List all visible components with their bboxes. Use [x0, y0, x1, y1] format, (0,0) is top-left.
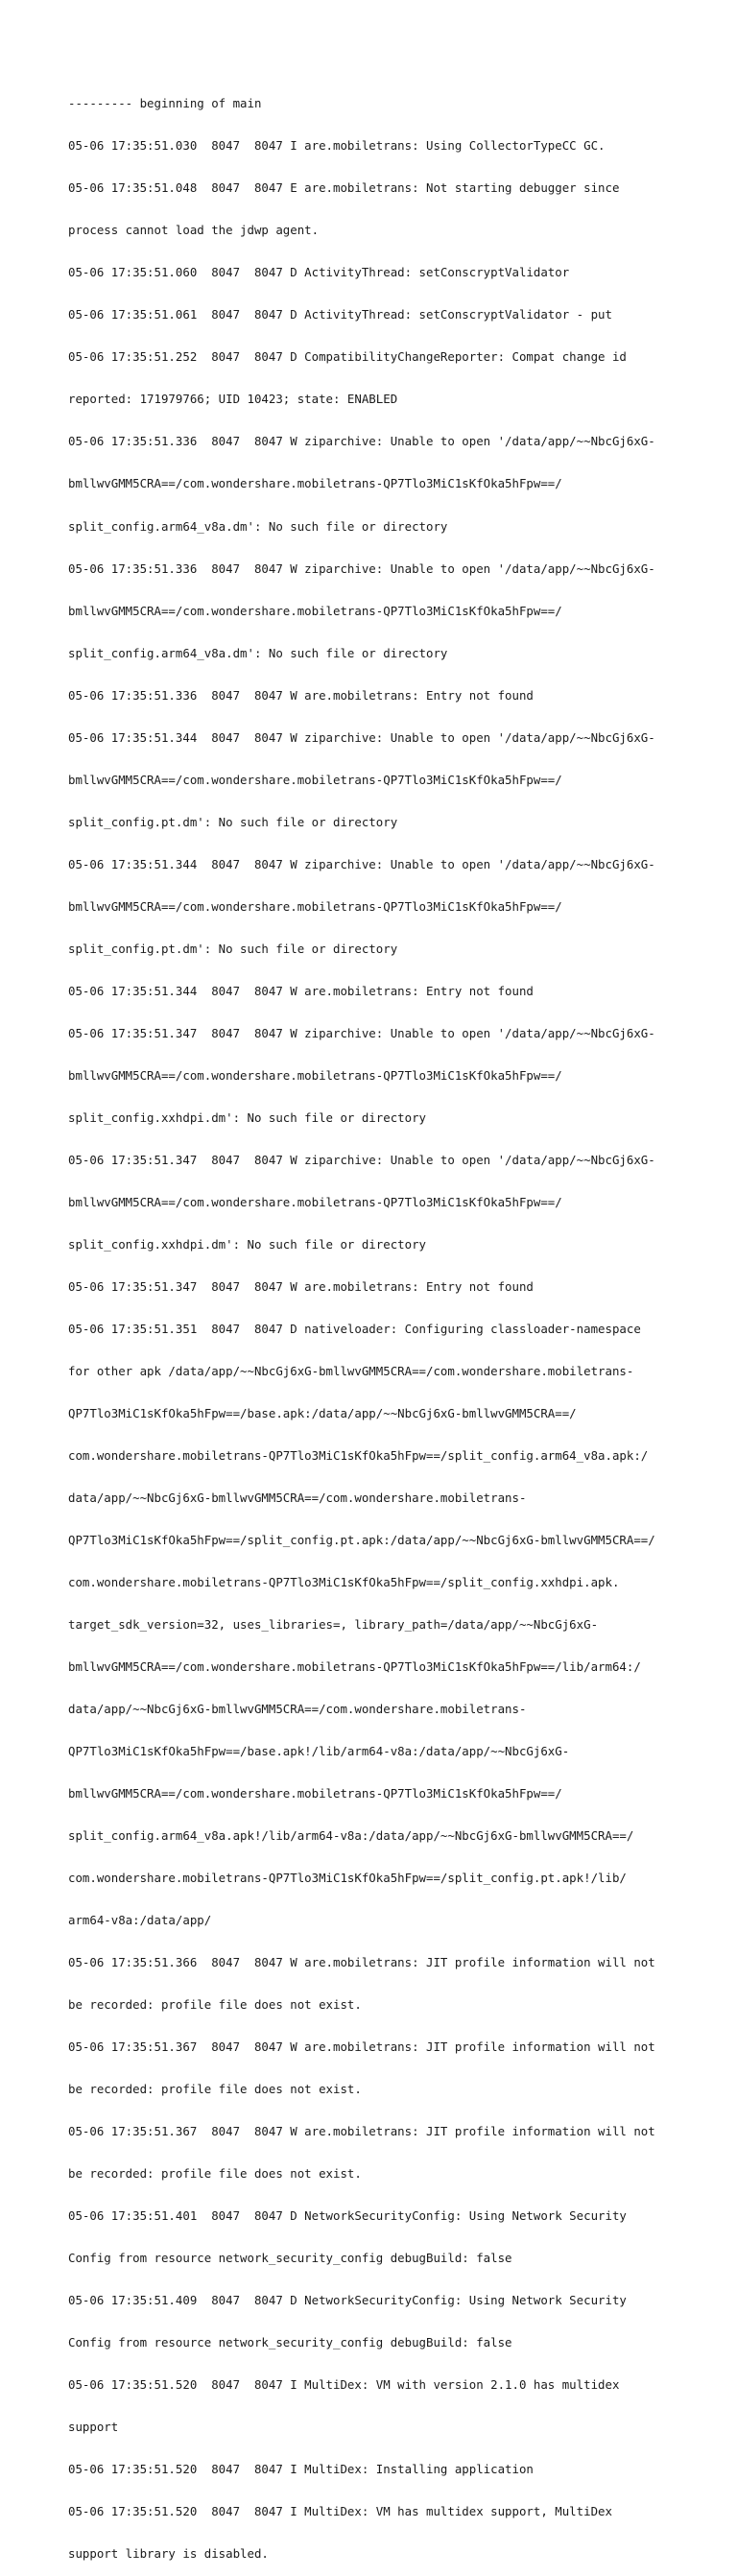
- log-line: 05-06 17:35:51.061 8047 8047 D ActivityThread: setConscryptValidator - put: [68, 307, 612, 322]
- log-line: split_config.pt.dm': No such file or directory: [68, 941, 398, 956]
- log-line: for other apk /data/app/~~NbcGj6xG-bmllwvGMM5CRA==/com.wondershare.mobiletrans-: [68, 1363, 634, 1378]
- log-line: bmllwvGMM5CRA==/com.wondershare.mobiletrans-QP7Tlo3MiC1sKfOka5hFpw==/: [68, 772, 562, 787]
- log-line: 05-06 17:35:51.060 8047 8047 D ActivityThread: setConscryptValidator: [68, 265, 570, 280]
- log-line: support: [68, 2420, 119, 2435]
- log-line: Config from resource network_security_config debugBuild: false: [68, 2251, 512, 2266]
- log-line: support library is disabled.: [68, 2546, 269, 2562]
- log-line: 05-06 17:35:51.520 8047 8047 I MultiDex: Installing application: [68, 2462, 534, 2477]
- log-line: bmllwvGMM5CRA==/com.wondershare.mobiletrans-QP7Tlo3MiC1sKfOka5hFpw==/: [68, 476, 562, 491]
- log-line: process cannot load the jdwp agent.: [68, 223, 320, 238]
- log-line: 05-06 17:35:51.367 8047 8047 W are.mobiletrans: JIT profile information will not: [68, 2124, 655, 2139]
- log-line: bmllwvGMM5CRA==/com.wondershare.mobiletrans-QP7Tlo3MiC1sKfOka5hFpw==/: [68, 603, 562, 618]
- log-line: 05-06 17:35:51.367 8047 8047 W are.mobiletrans: JIT profile information will not: [68, 2039, 655, 2055]
- log-line: 05-06 17:35:51.030 8047 8047 I are.mobiletrans: Using CollectorTypeCC GC.: [68, 138, 606, 154]
- log-line: bmllwvGMM5CRA==/com.wondershare.mobiletrans-QP7Tlo3MiC1sKfOka5hFpw==/: [68, 1067, 562, 1083]
- log-line: 05-06 17:35:51.336 8047 8047 W ziparchive: Unable to open '/data/app/~~NbcGj6xG-: [68, 434, 655, 449]
- log-line: split_config.xxhdpi.dm': No such file or directory: [68, 1236, 426, 1252]
- log-line: 05-06 17:35:51.366 8047 8047 W are.mobiletrans: JIT profile information will not: [68, 1955, 655, 1970]
- log-line: Config from resource network_security_config debugBuild: false: [68, 2335, 512, 2350]
- log-line: QP7Tlo3MiC1sKfOka5hFpw==/base.apk:/data/app/~~NbcGj6xG-bmllwvGMM5CRA==/: [68, 1405, 577, 1420]
- log-output: [68, 69, 682, 2576]
- log-line: bmllwvGMM5CRA==/com.wondershare.mobiletrans-QP7Tlo3MiC1sKfOka5hFpw==/: [68, 1785, 562, 1801]
- log-line: bmllwvGMM5CRA==/com.wondershare.mobiletrans-QP7Tlo3MiC1sKfOka5hFpw==/: [68, 898, 562, 914]
- log-line: split_config.arm64_v8a.apk!/lib/arm64-v8a:/data/app/~~NbcGj6xG-bmllwvGMM5CRA==/: [68, 1827, 634, 1843]
- log-line: 05-06 17:35:51.344 8047 8047 W ziparchive: Unable to open '/data/app/~~NbcGj6xG-: [68, 729, 655, 745]
- log-line: split_config.pt.dm': No such file or directory: [68, 814, 398, 829]
- log-line: split_config.arm64_v8a.dm': No such file or directory: [68, 645, 448, 660]
- log-line: arm64-v8a:/data/app/: [68, 1913, 212, 1928]
- log-line: 05-06 17:35:51.344 8047 8047 W ziparchive: Unable to open '/data/app/~~NbcGj6xG-: [68, 856, 655, 871]
- log-line: split_config.arm64_v8a.dm': No such file or directory: [68, 518, 448, 534]
- log-line: 05-06 17:35:51.344 8047 8047 W are.mobiletrans: Entry not found: [68, 983, 534, 998]
- log-line: com.wondershare.mobiletrans-QP7Tlo3MiC1sKfOka5hFpw==/split_config.pt.apk!/lib/: [68, 1871, 627, 1885]
- log-line: --------- beginning of main: [68, 96, 262, 111]
- log-line: 05-06 17:35:51.351 8047 8047 D nativeloader: Configuring classloader-namespace: [68, 1321, 641, 1336]
- log-line: 05-06 17:35:51.347 8047 8047 W ziparchive: Unable to open '/data/app/~~NbcGj6xG-: [68, 1025, 655, 1040]
- log-line: 05-06 17:35:51.336 8047 8047 W ziparchive: Unable to open '/data/app/~~NbcGj6xG-: [68, 561, 655, 576]
- log-line: QP7Tlo3MiC1sKfOka5hFpw==/split_config.pt.apk:/data/app/~~NbcGj6xG-bmllwvGMM5CRA==/: [68, 1532, 655, 1547]
- log-line: reported: 171979766; UID 10423; state: ENABLED: [68, 392, 398, 407]
- log-line: 05-06 17:35:51.520 8047 8047 I MultiDex: VM has multidex support, MultiDex: [68, 2504, 612, 2519]
- log-line: be recorded: profile file does not exist.: [68, 1997, 362, 2013]
- log-line: 05-06 17:35:51.336 8047 8047 W are.mobiletrans: Entry not found: [68, 687, 534, 703]
- log-line: target_sdk_version=32, uses_libraries=, library_path=/data/app/~~NbcGj6xG-: [68, 1616, 599, 1632]
- log-line: be recorded: profile file does not exist.: [68, 2082, 362, 2097]
- log-line: bmllwvGMM5CRA==/com.wondershare.mobiletrans-QP7Tlo3MiC1sKfOka5hFpw==/: [68, 1194, 562, 1209]
- log-line: 05-06 17:35:51.347 8047 8047 W are.mobiletrans: Entry not found: [68, 1278, 534, 1294]
- log-line: 05-06 17:35:51.409 8047 8047 D NetworkSecurityConfig: Using Network Security: [68, 2293, 627, 2308]
- log-line: 05-06 17:35:51.520 8047 8047 I MultiDex: VM with version 2.1.0 has multidex: [68, 2377, 620, 2393]
- log-line: bmllwvGMM5CRA==/com.wondershare.mobiletrans-QP7Tlo3MiC1sKfOka5hFpw==/lib/arm64:/: [68, 1658, 641, 1674]
- log-line: 05-06 17:35:51.347 8047 8047 W ziparchive: Unable to open '/data/app/~~NbcGj6xG-: [68, 1152, 655, 1167]
- log-line: 05-06 17:35:51.401 8047 8047 D NetworkSecurityConfig: Using Network Security: [68, 2208, 627, 2224]
- log-line: split_config.xxhdpi.dm': No such file or directory: [68, 1109, 426, 1125]
- log-line: data/app/~~NbcGj6xG-bmllwvGMM5CRA==/com.wondershare.mobiletrans-: [68, 1701, 527, 1716]
- log-line: 05-06 17:35:51.048 8047 8047 E are.mobiletrans: Not starting debugger since: [68, 180, 620, 196]
- log-line: QP7Tlo3MiC1sKfOka5hFpw==/base.apk!/lib/arm64-v8a:/data/app/~~NbcGj6xG-: [68, 1743, 570, 1758]
- log-line: com.wondershare.mobiletrans-QP7Tlo3MiC1sKfOka5hFpw==/split_config.arm64_v8a.apk:/: [68, 1447, 649, 1463]
- log-line: 05-06 17:35:51.252 8047 8047 D CompatibilityChangeReporter: Compat change id: [68, 349, 627, 365]
- log-line: be recorded: profile file does not exist.: [68, 2166, 362, 2182]
- log-line: com.wondershare.mobiletrans-QP7Tlo3MiC1sKfOka5hFpw==/split_config.xxhdpi.apk.: [68, 1574, 620, 1589]
- log-line: data/app/~~NbcGj6xG-bmllwvGMM5CRA==/com.wondershare.mobiletrans-: [68, 1490, 527, 1505]
